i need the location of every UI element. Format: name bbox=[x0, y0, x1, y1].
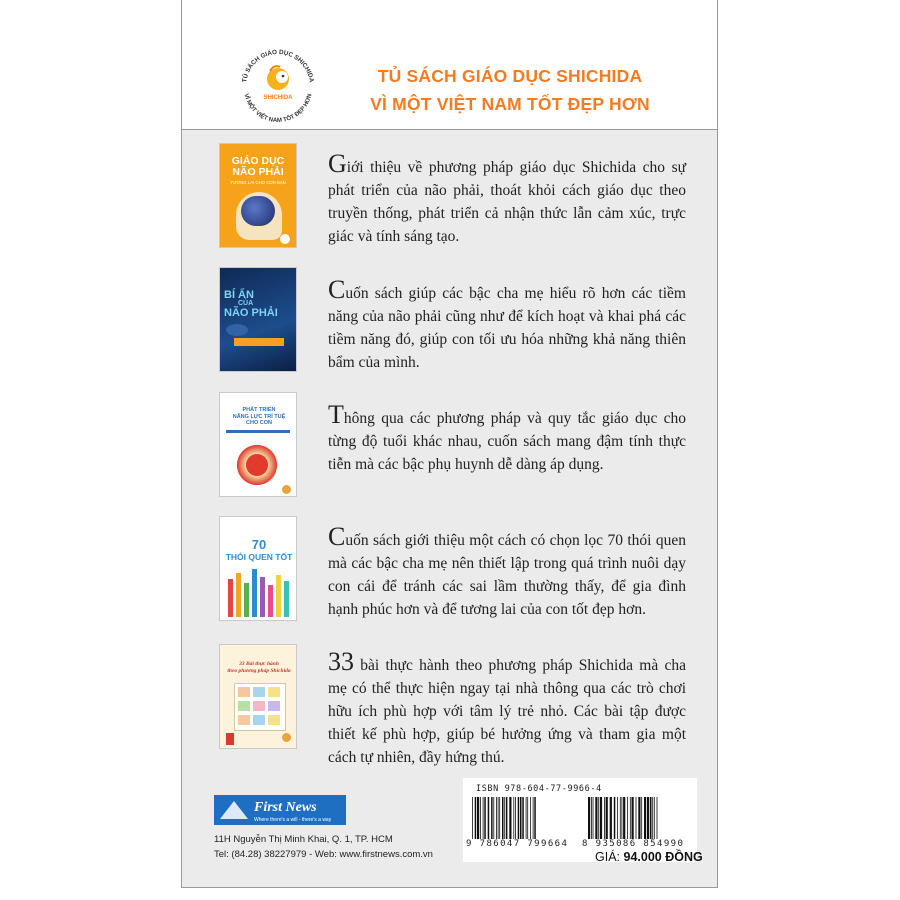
logo-ring-bottom-text: VÌ MỘT VIỆT NAM TỐT ĐẸP HƠN bbox=[242, 93, 314, 125]
book1-brain-illustration bbox=[241, 196, 275, 226]
logo-ring-top-text: TỦ SÁCH GIÁO DỤC SHICHIDA bbox=[241, 48, 315, 83]
barcode-bar bbox=[600, 797, 602, 839]
barcode-bar bbox=[491, 797, 493, 839]
barcode-bar bbox=[591, 797, 592, 839]
book2-description-text: uốn sách giúp các bậc cha mẹ hiểu rõ hơn các tiềm năng của não phải cũng như để kích hoạt và khai phá các tiềm năng đó, giúp con tối ưu hóa những khả năng thiên bẩm của mình. bbox=[328, 285, 686, 371]
barcode-bar bbox=[502, 797, 504, 839]
barcode-bar bbox=[475, 797, 477, 839]
book1-cover-title-line2: NÃO PHẢI bbox=[232, 166, 284, 178]
book5-grid-cell bbox=[238, 715, 250, 725]
isbn-barcode bbox=[470, 797, 575, 839]
book4-description-text: uốn sách giới thiệu một cách có chọn lọc 70 thói quen mà các bậc cha mẹ nên thiết lập trong quá trình nuôi dạy con cái để tránh các sai lầm thường thấy, để gia đình hạnh phúc hơn và để tương lai của con tốt đẹp hơn. bbox=[328, 532, 686, 618]
price-value: 94.000 ĐỒNG bbox=[623, 850, 703, 864]
barcode-bar bbox=[506, 797, 508, 839]
book-cover-1 bbox=[219, 143, 297, 248]
book4-pencil-7 bbox=[276, 575, 281, 617]
shichida-logo bbox=[236, 42, 320, 126]
barcode-bar bbox=[647, 797, 649, 839]
book2-cover-title-line3: NÃO PHẢI bbox=[224, 307, 278, 319]
book3-dropcap: T bbox=[328, 400, 344, 429]
book3-description bbox=[328, 400, 686, 476]
price-label: GIÁ: bbox=[595, 850, 621, 864]
book1-description bbox=[328, 149, 686, 248]
barcode-bar bbox=[627, 797, 628, 839]
barcode-bar bbox=[472, 797, 473, 839]
first-news-logo bbox=[214, 795, 346, 825]
book5-grid-cell bbox=[268, 701, 280, 711]
barcode-bar bbox=[477, 797, 479, 839]
barcode-bar bbox=[499, 797, 500, 839]
barcode-bar bbox=[636, 797, 637, 839]
barcode-bar bbox=[530, 797, 531, 839]
barcode-bar bbox=[496, 797, 497, 839]
book5-grid-cell bbox=[253, 715, 265, 725]
barcode-bar bbox=[641, 797, 642, 839]
book1-badge bbox=[280, 234, 290, 244]
barcode-bar bbox=[526, 797, 527, 839]
book4-pencil-8 bbox=[284, 581, 289, 617]
book3-cover-band bbox=[226, 430, 290, 433]
book4-dropcap: C bbox=[328, 522, 346, 551]
book5-grid-cell bbox=[268, 715, 280, 725]
barcode-bar bbox=[533, 797, 534, 839]
book1-dropcap: G bbox=[328, 149, 347, 178]
barcode-bar bbox=[652, 797, 653, 839]
book-cover-5 bbox=[219, 644, 297, 749]
book4-pencil-4 bbox=[252, 569, 257, 617]
book1-cover-subtitle: TƯƠNG LAI CHO CON BẠN bbox=[230, 180, 286, 185]
book5-description-text: bài thực hành theo phương pháp Shichida mà cha mẹ có thể thực hiện ngay tại nhà thông qua các trò chơi hữu ích phù hợp với tâm lý trẻ nhỏ. Các bài tập được thiết kế phù hợp, giúp bé hưởng ứng và tham gia một cách tự nhiên, đầy hứng thú. bbox=[328, 657, 686, 766]
publisher-phone-web: Tel: (84.28) 38227979 - Web: www.firstnews.com.vn bbox=[214, 849, 433, 860]
book4-pencil-2 bbox=[236, 573, 241, 617]
book4-pencil-5 bbox=[260, 577, 265, 617]
barcode-bar bbox=[630, 797, 631, 839]
barcode-bar bbox=[654, 797, 655, 839]
book5-grid-cell bbox=[253, 701, 265, 711]
isbn-barcode-digits: 9 786047 799664 bbox=[466, 839, 569, 849]
barcode-bar bbox=[493, 797, 494, 839]
book3-cover-title-line2: NĂNG LỰC TRÍ TUỆ bbox=[232, 413, 286, 420]
book5-grid-cell bbox=[238, 701, 250, 711]
publisher-address: 11H Nguyễn Thị Minh Khai, Q. 1, TP. HCM bbox=[214, 834, 393, 845]
book5-dropcap: 33 bbox=[328, 647, 354, 676]
book3-children-circle-illustration bbox=[230, 441, 284, 489]
book5-publisher-mark bbox=[226, 733, 234, 745]
book1-cover-title-line1: GIÁO DỤC bbox=[231, 155, 285, 167]
barcode-bar bbox=[617, 797, 618, 839]
price-barcode-digits: 8 935086 854990 bbox=[582, 839, 685, 849]
book5-cover-title-line2: theo phương pháp Shichida bbox=[227, 668, 291, 674]
book-cover-3 bbox=[219, 392, 297, 497]
barcode-bar bbox=[534, 797, 536, 839]
barcode-bar bbox=[650, 797, 652, 839]
book2-cover-band bbox=[234, 338, 284, 346]
book5-grid-cell bbox=[238, 687, 250, 697]
barcode-bar bbox=[509, 797, 511, 839]
publisher-name: First News bbox=[254, 800, 317, 815]
book2-brain-illustration bbox=[226, 324, 248, 336]
barcode-bar bbox=[623, 797, 625, 839]
barcode-bar bbox=[527, 797, 528, 839]
barcode-bar bbox=[484, 797, 486, 839]
barcode-bar bbox=[513, 797, 514, 839]
book3-cover-title-line1: PHÁT TRIỂN bbox=[242, 407, 276, 413]
book4-pencil-6 bbox=[268, 585, 273, 617]
book5-description bbox=[328, 647, 686, 769]
barcode-bar bbox=[483, 797, 484, 839]
barcode-bar bbox=[610, 797, 612, 839]
barcode-bar bbox=[488, 797, 490, 839]
book4-pencil-3 bbox=[244, 583, 249, 617]
barcode-bar bbox=[595, 797, 597, 839]
book4-cover-title-line2: THÓI QUEN TỐT bbox=[225, 552, 293, 562]
book4-cover-title-line1: 70 bbox=[251, 537, 267, 552]
book5-badge bbox=[282, 733, 291, 742]
book2-description bbox=[328, 275, 686, 374]
barcode-bar bbox=[522, 797, 524, 839]
barcode-bar bbox=[504, 797, 505, 839]
book3-cover-title-line3: CHO CON bbox=[246, 420, 272, 426]
barcode-bar bbox=[657, 797, 658, 839]
barcode-bar bbox=[638, 797, 640, 839]
barcode-bar bbox=[620, 797, 621, 839]
barcode-bar bbox=[632, 797, 634, 839]
book3-description-text: hông qua các phương pháp và quy tắc giáo dục cho từng độ tuổi khác nhau, cuốn sách mang đậm tính thực tiễn mà các bậc phụ huynh dễ dàng áp dụng. bbox=[328, 410, 686, 473]
book5-grid-cell bbox=[268, 687, 280, 697]
logo-name: SHICHIDA bbox=[263, 95, 293, 101]
book-cover-2 bbox=[219, 267, 297, 372]
barcode-bar bbox=[480, 797, 481, 839]
book5-cover-title-line1: 33 Bài thực hành bbox=[239, 661, 279, 667]
price-barcode bbox=[586, 797, 691, 839]
barcode-bar bbox=[614, 797, 616, 839]
book2-cover-title-line2: CỦA bbox=[238, 300, 254, 307]
barcode-bar bbox=[593, 797, 594, 839]
barcode-bar bbox=[588, 797, 590, 839]
barcode-bar bbox=[518, 797, 520, 839]
series-title-line2: VÌ MỘT VIỆT NAM TỐT ĐẸP HƠN bbox=[370, 94, 650, 114]
publisher-contact bbox=[214, 832, 433, 862]
barcode-bar bbox=[606, 797, 608, 839]
book5-grid-cell bbox=[253, 687, 265, 697]
series-title-line1: TỦ SÁCH GIÁO DỤC SHICHIDA bbox=[377, 66, 643, 86]
publisher-tagline: Where there's a will - there's a way bbox=[254, 817, 332, 823]
book3-badge bbox=[282, 485, 291, 494]
barcode-bar bbox=[644, 797, 646, 839]
barcode-bar bbox=[520, 797, 522, 839]
book-cover-4 bbox=[219, 516, 297, 621]
book4-description bbox=[328, 522, 686, 621]
series-title bbox=[340, 62, 680, 118]
book2-dropcap: C bbox=[328, 275, 346, 304]
price bbox=[595, 850, 703, 864]
barcode-bar bbox=[598, 797, 599, 839]
book4-pencil-1 bbox=[228, 579, 233, 617]
barcode-bar bbox=[515, 797, 516, 839]
barcode-bar bbox=[604, 797, 605, 839]
barcode-bar bbox=[622, 797, 623, 839]
book2-cover-title-line1: BÍ ẨN bbox=[224, 289, 254, 301]
book1-description-text: iới thiệu về phương pháp giáo dục Shichida cho sự phát triển của não phải, thoát khỏi cách giáo dục theo truyền thống, phát triển cả nhận thức lẫn cảm xúc, trực giác và tính sáng tạo. bbox=[328, 159, 686, 245]
barcode-bar bbox=[498, 797, 499, 839]
isbn-text: ISBN 978-604-77-9966-4 bbox=[476, 784, 602, 794]
